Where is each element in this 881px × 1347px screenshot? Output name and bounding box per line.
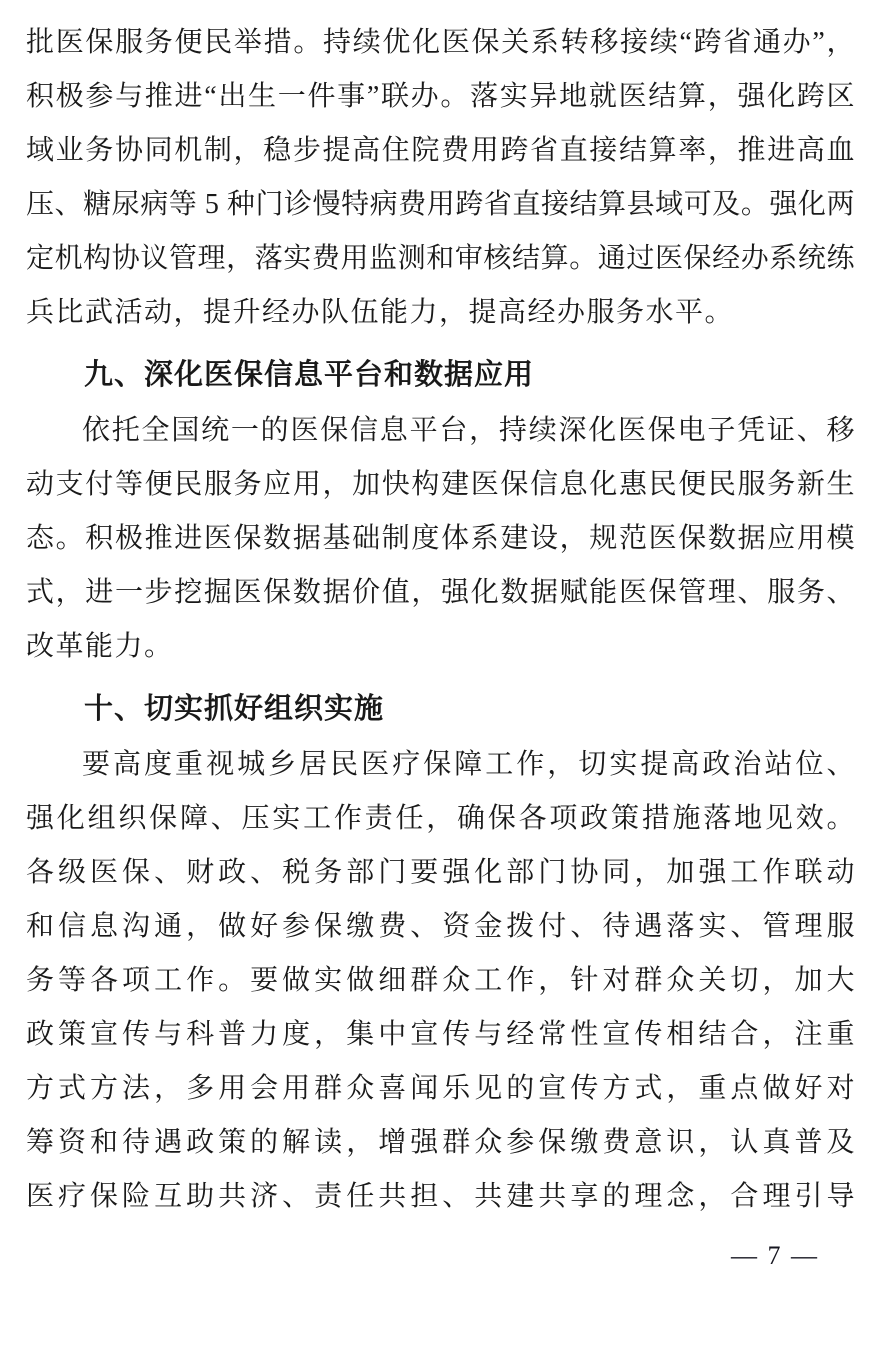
body-line-10: 态。积极推进医保数据基础制度体系建设，规范医保数据应用模 [26,523,855,554]
body-line-9: 动支付等便民服务应用，加快构建医保信息化惠民便民服务新生 [26,469,855,500]
body-line-18: 务等各项工作。要做实做细群众工作，针对群众关切，加大 [26,965,855,996]
body-line-5: 定机构协议管理，落实费用监测和审核结算。通过医保经办系统练 [26,243,855,274]
paragraph-first-line: 要高度重视城乡居民医疗保障工作，切实提高政治站位、 [82,749,855,780]
body-line-4: 压、糖尿病等 5 种门诊慢特病费用跨省直接结算县域可及。强化两 [26,189,855,220]
paragraph-first-line: 依托全国统一的医保信息平台，持续深化医保电子凭证、移 [82,415,855,446]
body-line-17: 和信息沟通，做好参保缴费、资金拨付、待遇落实、管理服 [26,911,855,942]
body-line-15: 强化组织保障、压实工作责任，确保各项政策措施落地见效。 [26,803,855,834]
body-line-11: 式，进一步挖掘医保数据价值，强化数据赋能医保管理、服务、 [26,577,855,608]
body-line-21: 筹资和待遇政策的解读，增强群众参保缴费意识，认真普及 [26,1127,855,1158]
body-line-16: 各级医保、财政、税务部门要强化部门协同，加强工作联动 [26,857,855,888]
body-line-2: 积极参与推进“出生一件事”联办。落实异地就医结算，强化跨区 [26,81,855,112]
body-line-12: 改革能力。 [26,631,174,662]
body-line-3: 域业务协同机制，稳步提高住院费用跨省直接结算率，推进高血 [26,135,855,166]
body-line-20: 方式方法，多用会用群众喜闻乐见的宣传方式，重点做好对 [26,1073,855,1104]
body-line-1: 批医保服务便民举措。持续优化医保关系转移接续“跨省通办”， [26,27,855,58]
page-number: — 7 — [731,1241,819,1270]
section-heading-nine: 九、深化医保信息平台和数据应用 [84,359,535,391]
body-line-19: 政策宣传与科普力度，集中宣传与经常性宣传相结合，注重 [26,1019,855,1050]
body-line-22: 医疗保险互助共济、责任共担、共建共享的理念，合理引导 [26,1181,855,1212]
section-heading-ten: 十、切实抓好组织实施 [84,693,385,725]
body-line-6: 兵比武活动，提升经办队伍能力，提高经办服务水平。 [26,297,735,328]
